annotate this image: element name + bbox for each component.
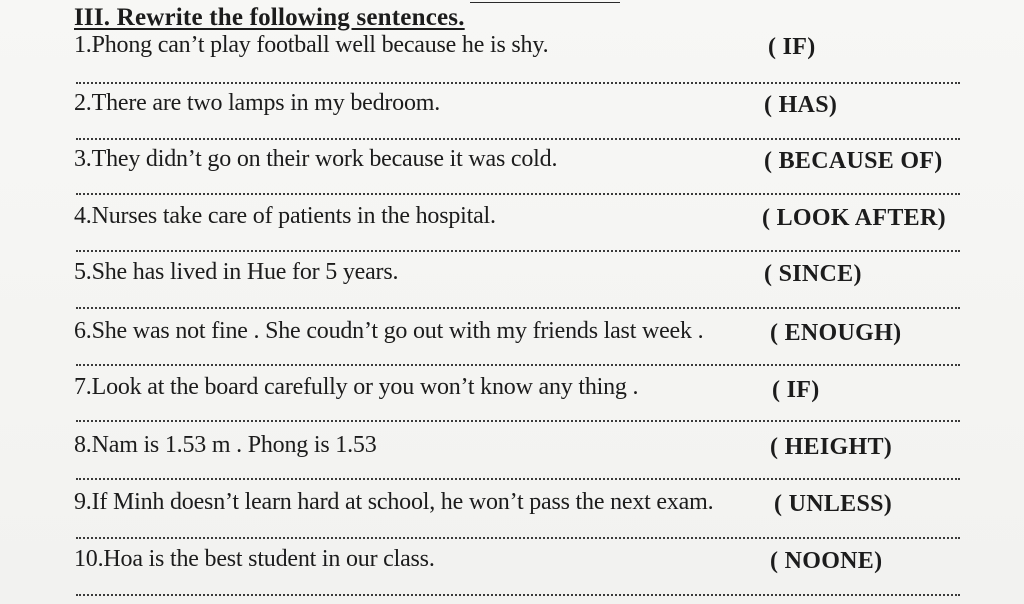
answer-line[interactable] [76, 138, 960, 140]
answer-line[interactable] [76, 594, 960, 596]
exercise-text: If Minh doesn’t learn hard at school, he won’t pass the next exam. [91, 489, 714, 515]
exercise-text: Phong can’t play football well because he is shy. [91, 32, 549, 58]
exercise-text: Nam is 1.53 m . Phong is 1.53 [91, 432, 377, 458]
exercise-number: 7. [74, 374, 92, 400]
answer-line[interactable] [76, 250, 960, 252]
answer-line[interactable] [76, 82, 960, 84]
exercise-text: She was not fine . She coudn’t go out with my friends last week . [91, 318, 704, 344]
answer-line[interactable] [76, 307, 960, 309]
exercise-keyword: ( IF) [772, 377, 820, 403]
exercise-text: There are two lamps in my bedroom. [91, 90, 441, 116]
exercise-number: 6. [74, 318, 92, 344]
exercise-sentence [74, 32, 548, 59]
exercise-number: 2. [74, 90, 92, 116]
exercise-sentence [74, 318, 703, 345]
exercise-sentence [74, 374, 638, 401]
exercise-text: Hoa is the best student in our class. [103, 546, 435, 572]
exercise-number: 8. [74, 432, 92, 458]
answer-line[interactable] [76, 364, 960, 366]
exercise-keyword: ( NOONE) [770, 548, 883, 574]
exercise-keyword: ( BECAUSE OF) [764, 148, 943, 174]
exercise-sentence [74, 432, 377, 459]
exercise-number: 9. [74, 489, 92, 515]
exercise-keyword: ( SINCE) [764, 261, 862, 287]
exercise-text: She has lived in Hue for 5 years. [91, 259, 399, 285]
exercise-number: 3. [74, 146, 92, 172]
answer-line[interactable] [76, 420, 960, 422]
exercise-keyword: ( ENOUGH) [770, 320, 902, 346]
exercise-sentence [74, 489, 713, 516]
exercise-number: 4. [74, 203, 92, 229]
exercise-keyword: ( HEIGHT) [770, 434, 893, 460]
exercise-sentence [74, 259, 398, 286]
answer-line[interactable] [76, 537, 960, 539]
exercise-text: They didn’t go on their work because it was cold. [91, 146, 558, 172]
exercise-sentence [74, 146, 557, 173]
exercise-sentence [74, 203, 496, 230]
section-heading: III. Rewrite the following sentences. [74, 4, 465, 31]
exercise-sentence [74, 546, 435, 573]
exercise-number: 5. [74, 259, 92, 285]
exercise-keyword: ( IF) [768, 34, 816, 60]
exercise-number: 10. [74, 546, 104, 572]
exercise-sentence [74, 90, 440, 117]
exercise-keyword: ( LOOK AFTER) [762, 205, 946, 231]
exercise-keyword: ( UNLESS) [774, 491, 893, 517]
exercise-text: Look at the board carefully or you won’t know any thing . [91, 374, 639, 400]
exercise-text: Nurses take care of patients in the hospital. [91, 203, 496, 229]
exercise-keyword: ( HAS) [764, 92, 838, 118]
answer-line[interactable] [76, 193, 960, 195]
top-divider-line [470, 2, 620, 3]
answer-line[interactable] [76, 478, 960, 480]
exercise-number: 1. [74, 32, 92, 58]
